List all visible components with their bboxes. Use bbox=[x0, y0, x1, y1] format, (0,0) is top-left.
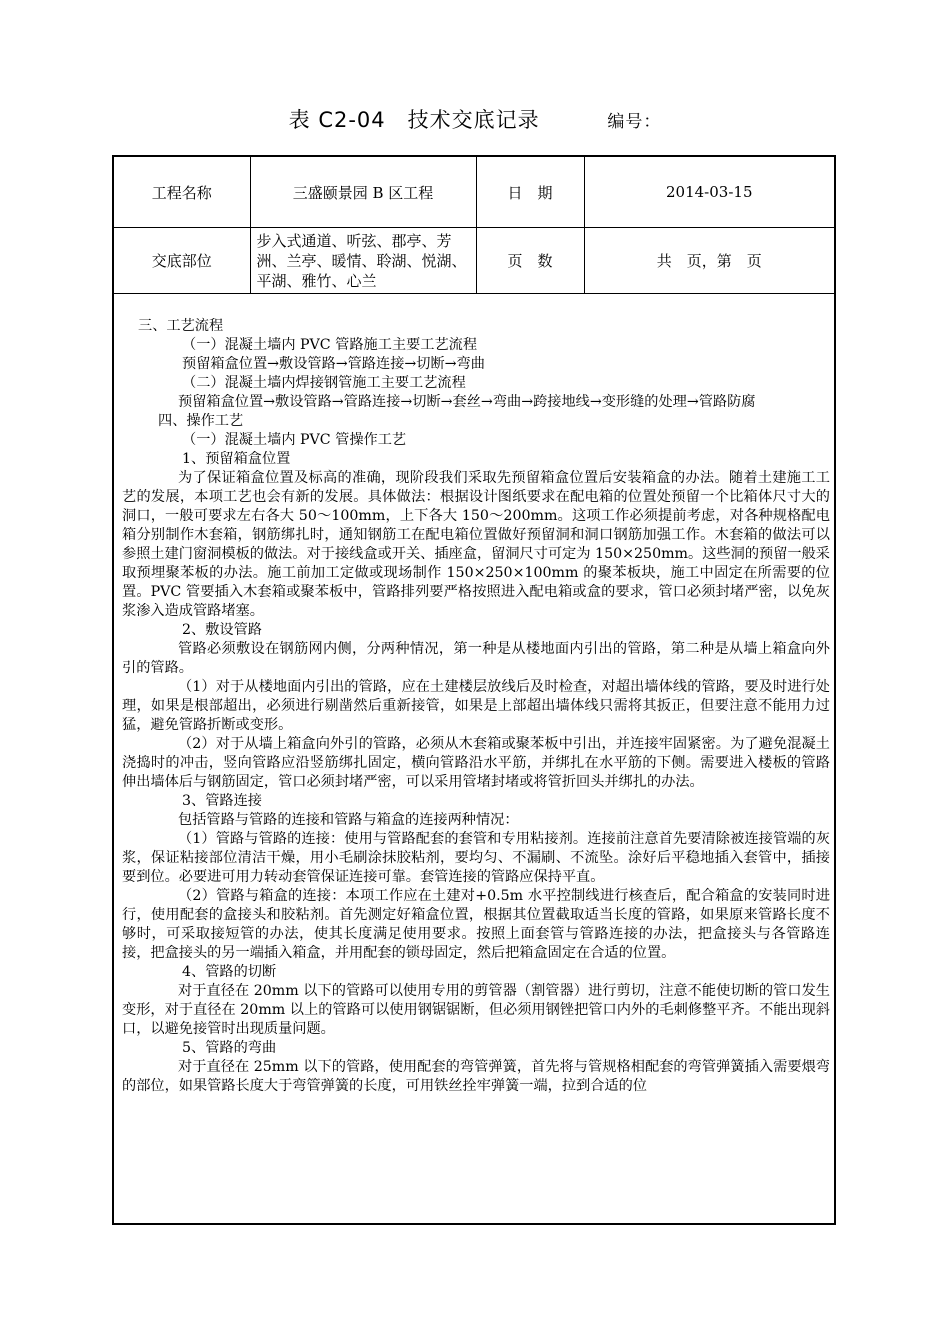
item-heading: 1、预留箱盒位置 bbox=[182, 451, 291, 467]
paragraph: 管路必须敷设在钢筋网内侧，分两种情况，第一种是从楼地面内引出的管路，第二种是从墙上箱盒向外引的管路。 bbox=[122, 641, 830, 676]
item-heading: 4、管路的切断 bbox=[182, 964, 277, 980]
location-value: 步入式通道、听弦、郡亭、芳洲、兰亭、暖情、聆湖、悦湖、平湖、雅竹、心兰 bbox=[250, 228, 476, 294]
section-heading: 四、操作工艺 bbox=[158, 413, 244, 429]
item-heading: 5、管路的弯曲 bbox=[182, 1040, 277, 1056]
form-title bbox=[0, 104, 950, 134]
info-table bbox=[114, 157, 834, 294]
paragraph: 对于直径在 25mm 以下的管路，使用配套的弯管弹簧，首先将与管规格相配套的弯管弹簧插入需要煨弯的部位，如果管路长度大于弯管弹簧的长度，可用铁丝拴牢弹簧一端，拉到合适的位 bbox=[122, 1059, 830, 1094]
disclosure-content bbox=[122, 317, 830, 1096]
record-frame bbox=[112, 155, 836, 1225]
subsection-heading: （一）混凝土墙内 PVC 管路施工主要工艺流程 bbox=[182, 337, 478, 353]
project-name-label: 工程名称 bbox=[114, 157, 250, 228]
paragraph: 对于直径在 20mm 以下的管路可以使用专用的剪管器（割管器）进行剪切，注意不能使切断的管口发生变形，对于直径在 20mm 以上的管路可以使用钢锯锯断，但必须用钢锉把管口内外的毛刺修整平齐。不能出现斜口，以避免接管时出现质量问题。 bbox=[122, 983, 830, 1037]
paragraph: 为了保证箱盒位置及标高的准确，现阶段我们采取先预留箱盒位置后安装箱盒的办法。随着土建施工工艺的发展，本项工艺也会有新的发展。具体做法：根据设计图纸要求在配电箱的位置处预留一个比箱体尺寸大的洞口，一般可要求左右各大 50～100mm，上下各大 150～200mm。这项工作必须提前考虑，对各种规格配电箱分别制作木套箱，钢筋绑扎时，通知钢筋工在配电箱位置做好预留洞和洞口钢筋加强工作。木套箱的做法可以参照土建门窗洞模板的做法。对于接线盒或开关、插座盒，留洞尺寸可定为 150×250mm。这些洞的预留一般采取预埋聚苯板的办法。施工前加工定做或现场制作 150×250×100mm 的聚苯板块，施工中固定在所需要的位置。PVC 管要插入木套箱或聚苯板中，管路排列要严格按照进入配电箱或盒的要求，管口必须封堵严密，以免灰浆渗入造成管路堵塞。 bbox=[122, 470, 830, 619]
subsection-heading: （二）混凝土墙内焊接钢管施工主要工艺流程 bbox=[182, 375, 466, 391]
location-label: 交底部位 bbox=[114, 228, 250, 294]
section-heading: 三、工艺流程 bbox=[138, 318, 224, 334]
date-label: 日 期 bbox=[476, 157, 584, 228]
paragraph: （2）管路与箱盒的连接：本项工作应在土建对+0.5m 水平控制线进行核查后，配合箱盒的安装同时进行，使用配套的盒接头和胶粘剂。首先测定好箱盒位置，根据其位置截取适当长度的管路，如果原来管路长度不够时，可采取接短管的办法，使其长度满足使用要求。按照上面套管与管路连接的办法，把盒接头与各管路连接，把盒接头的另一端插入箱盒，并用配套的锁母固定，然后把箱盒固定在合适的位置。 bbox=[122, 888, 830, 961]
subsection-heading: （一）混凝土墙内 PVC 管操作工艺 bbox=[182, 432, 407, 448]
paragraph: 包括管路与管路的连接和管路与箱盒的连接两种情况： bbox=[178, 812, 519, 828]
paragraph: （2）对于从墙上箱盒向外引的管路，必须从木套箱或聚苯板中引出，并连接牢固紧密。为了避免混凝土浇捣时的冲击，竖向管路应沿竖筋绑扎固定，横向管路沿水平筋，并绑扎在水平筋的下侧。需要进入楼板的管路伸出墙体后与钢筋固定，管口必须封堵严密，可以采用管堵封堵或将管折回头并绑扎的办法。 bbox=[122, 736, 830, 790]
form-title-text: 表 C2-04 技术交底记录 bbox=[288, 108, 540, 132]
paragraph: 预留箱盒位置→敷设管路→管路连接→切断→弯曲 bbox=[182, 356, 485, 372]
paragraph: 预留箱盒位置→敷设管路→管路连接→切断→套丝→弯曲→跨接地线→变形缝的处理→管路防腐 bbox=[178, 394, 756, 410]
item-heading: 3、管路连接 bbox=[182, 793, 262, 809]
project-name-value: 三盛颐景园 B 区工程 bbox=[250, 157, 476, 228]
form-number-label: 编号： bbox=[607, 112, 662, 132]
paragraph: （1）对于从楼地面内引出的管路，应在土建楼层放线后及时检查，对超出墙体线的管路，要及时进行处理，如果是根部超出，必须进行剔凿然后重新接管，如果是上部超出墙体线只需将其扳正，但要注意不能用力过猛，避免管路折断或变形。 bbox=[122, 679, 830, 733]
item-heading: 2、敷设管路 bbox=[182, 622, 262, 638]
paragraph: （1）管路与管路的连接：使用与管路配套的套管和专用粘接剂。连接前注意首先要清除被连接管端的灰浆，保证粘接部位清洁干燥，用小毛刷涂抹胶粘剂，要均匀、不漏刷、不流坠。涂好后平稳地插入套管中，插接要到位。必要进可用力转动套管保证连接可靠。套管连接的管路应保持平直。 bbox=[122, 831, 830, 885]
date-value: 2014-03-15 bbox=[584, 157, 834, 228]
pages-label: 页 数 bbox=[476, 228, 584, 294]
pages-value: 共 页，第 页 bbox=[584, 228, 834, 294]
